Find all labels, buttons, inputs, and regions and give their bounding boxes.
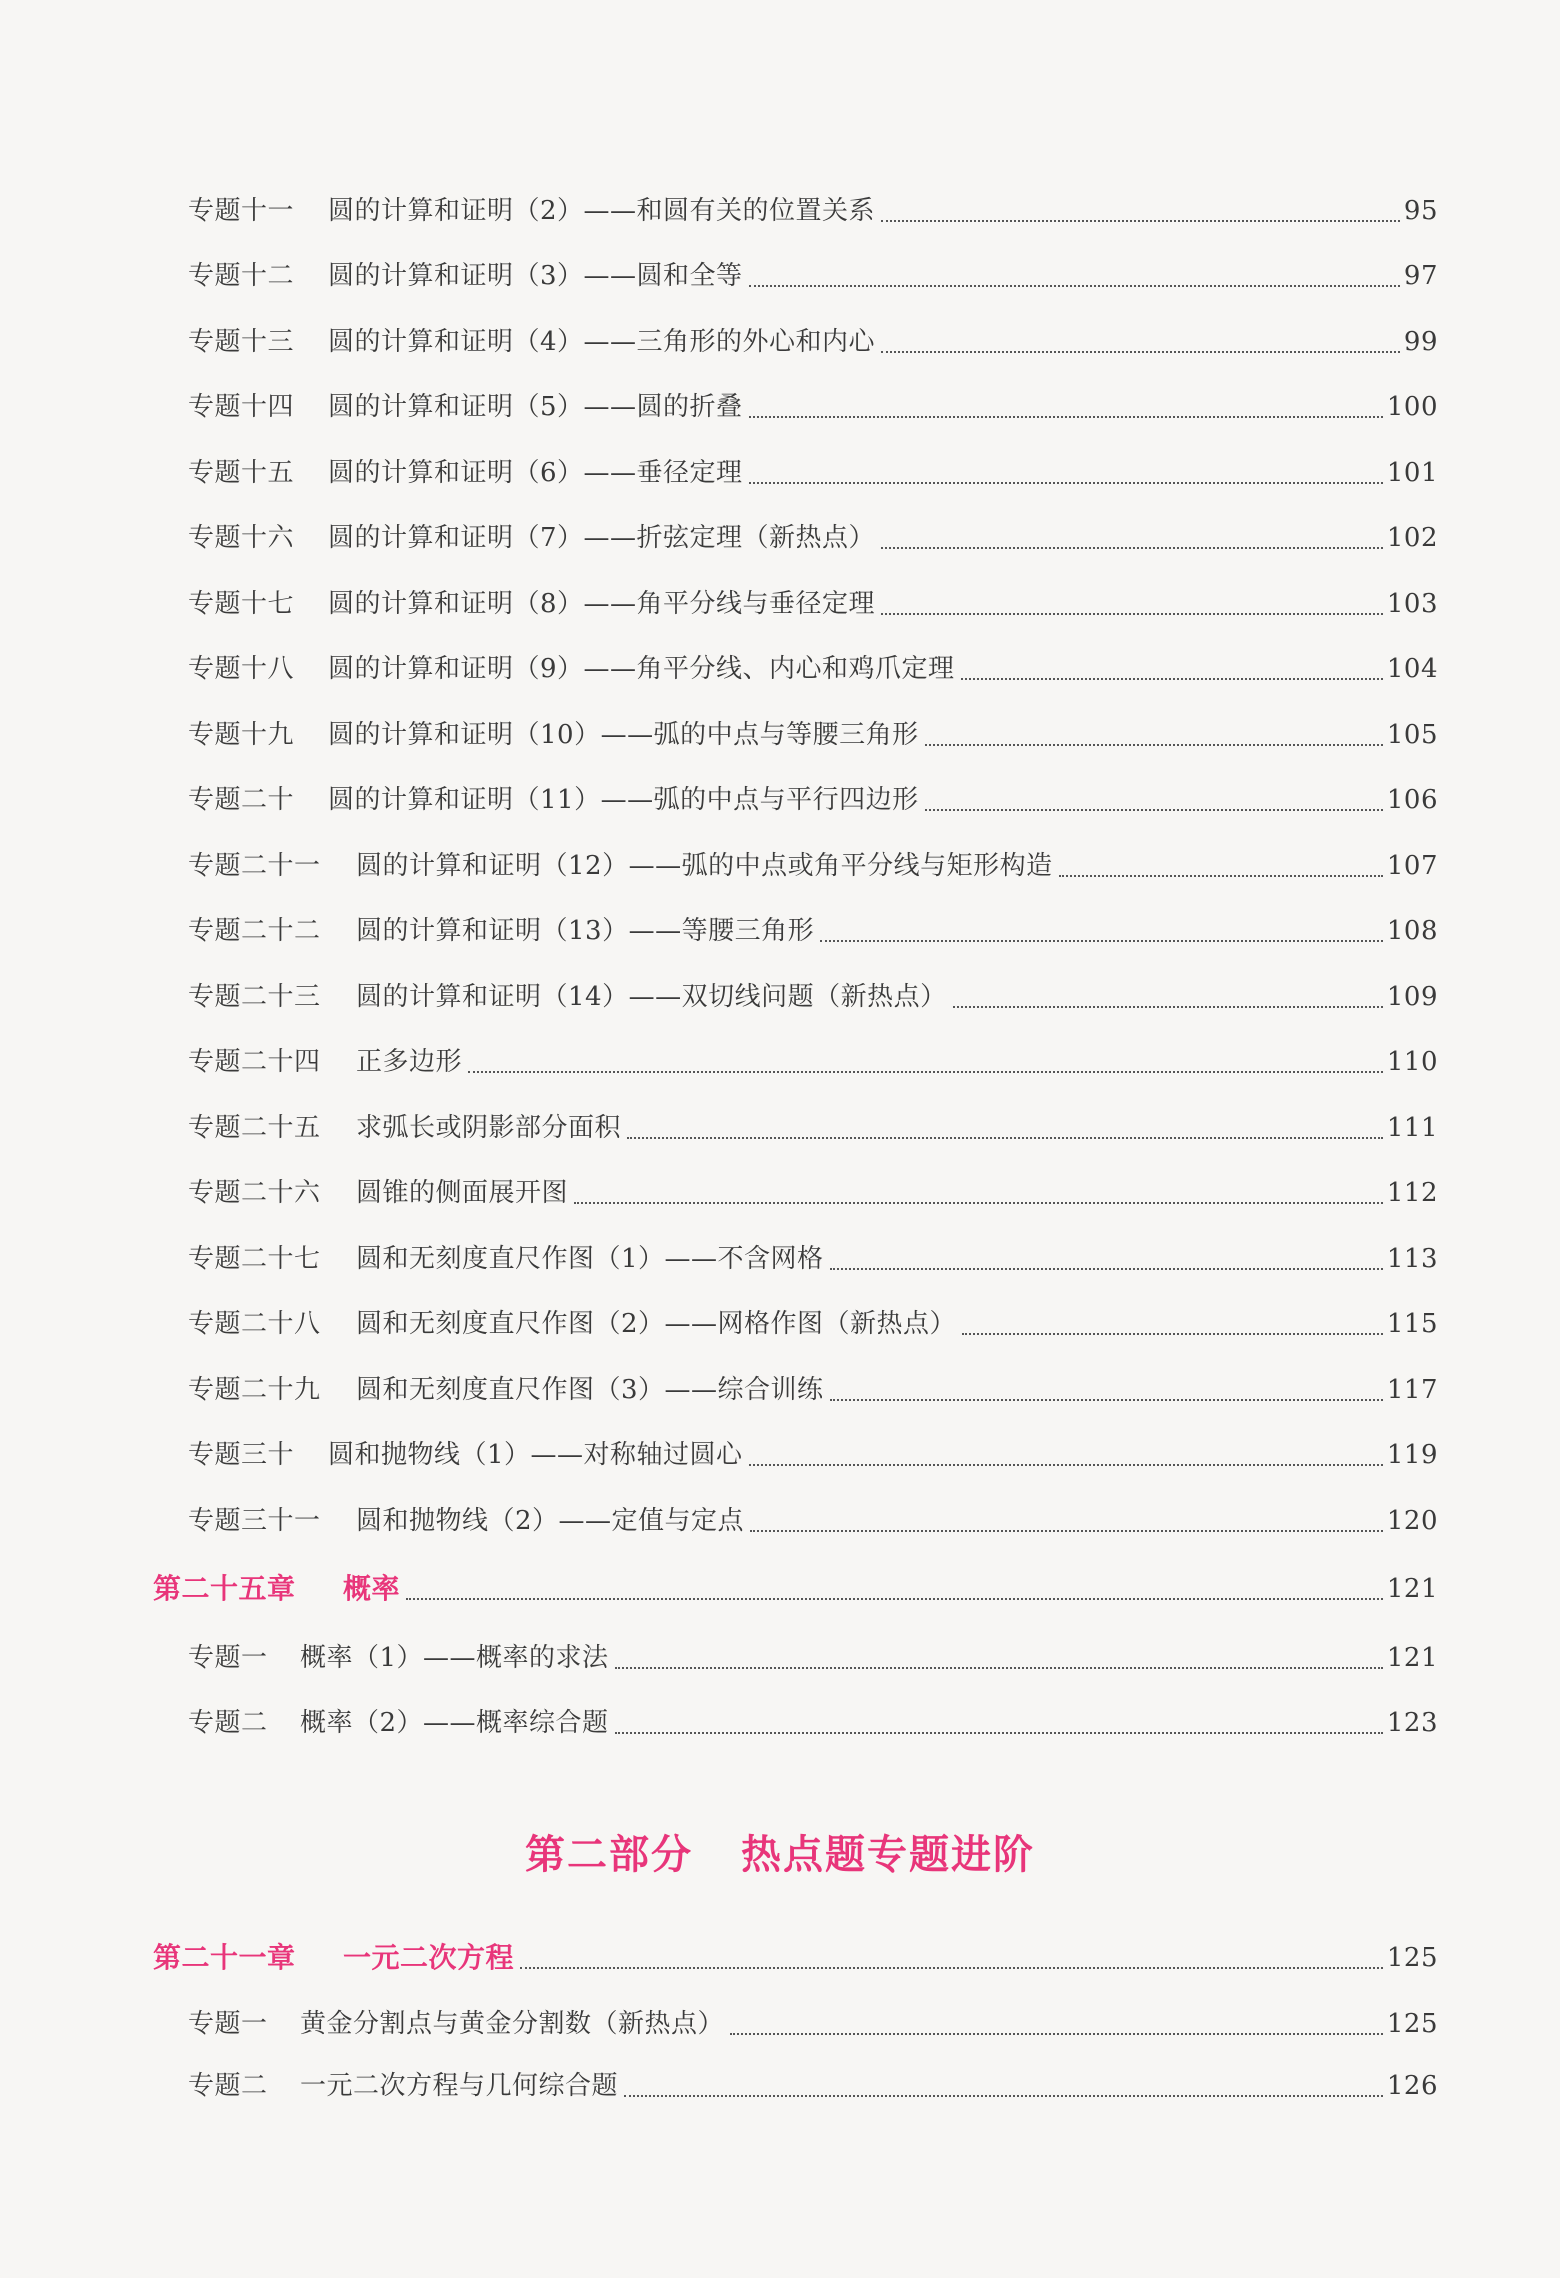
topic-number: 专题十七 — [188, 589, 295, 619]
page-number: 115 — [1386, 1309, 1438, 1339]
topic-number: 专题十五 — [188, 458, 295, 488]
topic-title: 概率（2）——概率综合题 — [300, 1708, 609, 1738]
dot-leader — [615, 1732, 1383, 1734]
page-number: 104 — [1386, 654, 1438, 684]
page-number: 125 — [1386, 2009, 1438, 2039]
dot-leader — [624, 2095, 1383, 2097]
dot-leader — [830, 1399, 1383, 1401]
page-number: 120 — [1386, 1506, 1438, 1536]
dot-leader — [881, 220, 1400, 222]
topic-title: 圆和抛物线（1）——对称轴过圆心 — [328, 1440, 743, 1470]
dot-leader — [520, 1967, 1383, 1969]
toc-row — [188, 187, 1438, 235]
dot-leader — [749, 1464, 1383, 1466]
dot-leader — [953, 1006, 1383, 1008]
topic-number: 专题一 — [188, 2009, 268, 2039]
toc-row — [188, 1431, 1438, 1479]
chapter-title: 一元二次方程 — [343, 1941, 515, 1974]
topic-title: 圆的计算和证明（9）——角平分线、内心和鸡爪定理 — [328, 654, 955, 684]
toc-row — [188, 711, 1438, 759]
dot-leader — [749, 285, 1400, 287]
page-number: 119 — [1386, 1440, 1438, 1470]
dot-leader — [468, 1071, 1383, 1073]
page-number: 97 — [1403, 261, 1438, 291]
page-number: 125 — [1386, 1943, 1438, 1973]
topic-title: 圆锥的侧面展开图 — [356, 1178, 569, 1208]
topic-title: 圆的计算和证明（14）——双切线问题（新热点） — [356, 982, 947, 1012]
topic-number: 专题一 — [188, 1643, 268, 1673]
topic-number: 专题二十 — [188, 785, 295, 815]
toc-row — [188, 1699, 1438, 1747]
page-number: 106 — [1386, 785, 1438, 815]
part-label: 第二部分 — [525, 1832, 693, 1878]
topic-title: 圆的计算和证明（3）——圆和全等 — [328, 261, 743, 291]
page-number: 113 — [1386, 1244, 1438, 1274]
chapter-title: 概率 — [343, 1572, 401, 1605]
topic-title: 圆的计算和证明（13）——等腰三角形 — [356, 916, 815, 946]
dot-leader — [881, 547, 1383, 549]
topic-title: 一元二次方程与几何综合题 — [300, 2071, 619, 2101]
dot-leader — [750, 1530, 1383, 1532]
topic-title: 圆的计算和证明（4）——三角形的外心和内心 — [328, 327, 876, 357]
page-number: 117 — [1386, 1375, 1438, 1405]
page-number: 103 — [1386, 589, 1438, 619]
toc-row — [188, 1104, 1438, 1152]
topic-number: 专题二 — [188, 1708, 268, 1738]
dot-leader — [1059, 875, 1383, 877]
page-number: 107 — [1386, 851, 1438, 881]
chapter-number: 第二十五章 — [153, 1572, 296, 1605]
topic-number: 专题二十一 — [188, 851, 321, 881]
topic-title: 求弧长或阴影部分面积 — [356, 1113, 622, 1143]
topic-number: 专题十八 — [188, 654, 295, 684]
toc-row — [188, 842, 1438, 890]
topic-number: 专题三十 — [188, 1440, 295, 1470]
dot-leader — [961, 678, 1383, 680]
topic-title: 圆的计算和证明（5）——圆的折叠 — [328, 392, 743, 422]
topic-number: 专题十一 — [188, 196, 295, 226]
toc-row — [188, 645, 1438, 693]
chapter-number: 第二十一章 — [153, 1941, 296, 1974]
topic-number: 专题十六 — [188, 523, 295, 553]
dot-leader — [820, 940, 1383, 942]
topic-number: 专题二十六 — [188, 1178, 321, 1208]
topic-title: 圆的计算和证明（2）——和圆有关的位置关系 — [328, 196, 876, 226]
chapter-row — [153, 1565, 1438, 1613]
toc-row — [188, 1300, 1438, 1348]
page-number: 121 — [1386, 1643, 1438, 1673]
toc-row — [188, 1634, 1438, 1682]
toc-row — [188, 514, 1438, 562]
topic-title: 圆的计算和证明（8）——角平分线与垂径定理 — [328, 589, 876, 619]
dot-leader — [749, 482, 1383, 484]
dot-leader — [925, 809, 1383, 811]
page-number: 100 — [1386, 392, 1438, 422]
dot-leader — [615, 1667, 1383, 1669]
page-number: 95 — [1403, 196, 1438, 226]
page-number: 102 — [1386, 523, 1438, 553]
dot-leader — [574, 1202, 1383, 1204]
topic-number: 专题二十五 — [188, 1113, 321, 1143]
topic-number: 专题十九 — [188, 720, 295, 750]
topic-title: 圆和无刻度直尺作图（1）——不含网格 — [356, 1244, 824, 1274]
dot-leader — [925, 744, 1383, 746]
topic-title: 圆的计算和证明（11）——弧的中点与平行四边形 — [328, 785, 919, 815]
toc-row — [188, 1366, 1438, 1414]
page-number: 111 — [1386, 1113, 1438, 1143]
toc-row — [188, 2000, 1438, 2048]
page-number: 105 — [1386, 720, 1438, 750]
topic-title: 圆的计算和证明（6）——垂径定理 — [328, 458, 743, 488]
topic-number: 专题十四 — [188, 392, 295, 422]
topic-number: 专题十二 — [188, 261, 295, 291]
toc-row — [188, 776, 1438, 824]
page-number: 126 — [1386, 2071, 1438, 2101]
toc-row — [188, 1169, 1438, 1217]
topic-number: 专题二十四 — [188, 1047, 321, 1077]
part-title-text: 热点题专题进阶 — [741, 1832, 1035, 1878]
toc-row — [188, 449, 1438, 497]
topic-number: 专题二十七 — [188, 1244, 321, 1274]
topic-number: 专题十三 — [188, 327, 295, 357]
page-number: 108 — [1386, 916, 1438, 946]
dot-leader — [881, 613, 1383, 615]
topic-title: 黄金分割点与黄金分割数（新热点） — [300, 2009, 725, 2039]
dot-leader — [730, 2033, 1383, 2035]
page-number: 99 — [1403, 327, 1438, 357]
toc-row — [188, 907, 1438, 955]
page-number: 110 — [1386, 1047, 1438, 1077]
topic-title: 圆的计算和证明（12）——弧的中点或角平分线与矩形构造 — [356, 851, 1053, 881]
topic-number: 专题二十九 — [188, 1375, 321, 1405]
chapter-row — [153, 1934, 1438, 1982]
dot-leader — [627, 1137, 1383, 1139]
toc-row — [188, 383, 1438, 431]
page-number: 112 — [1386, 1178, 1438, 1208]
toc-row — [188, 252, 1438, 300]
page-number: 109 — [1386, 982, 1438, 1012]
topic-title: 圆和抛物线（2）——定值与定点 — [356, 1506, 745, 1536]
toc-row — [188, 1235, 1438, 1283]
toc-row — [188, 580, 1438, 628]
topic-title: 圆的计算和证明（7）——折弦定理（新热点） — [328, 523, 876, 553]
dot-leader — [406, 1598, 1383, 1600]
dot-leader — [749, 416, 1383, 418]
toc-row — [188, 1038, 1438, 1086]
topic-number: 专题二十二 — [188, 916, 321, 946]
toc-row — [188, 1497, 1438, 1545]
topic-number: 专题二 — [188, 2071, 268, 2101]
topic-number: 专题二十三 — [188, 982, 321, 1012]
part-heading — [0, 1823, 1560, 1880]
topic-title: 圆的计算和证明（10）——弧的中点与等腰三角形 — [328, 720, 919, 750]
toc-row — [188, 2062, 1438, 2110]
topic-number: 专题二十八 — [188, 1309, 321, 1339]
topic-title: 正多边形 — [356, 1047, 463, 1077]
dot-leader — [962, 1333, 1383, 1335]
page-number: 101 — [1386, 458, 1438, 488]
dot-leader — [830, 1268, 1383, 1270]
topic-title: 圆和无刻度直尺作图（3）——综合训练 — [356, 1375, 824, 1405]
dot-leader — [881, 351, 1400, 353]
toc-row — [188, 318, 1438, 366]
topic-number: 专题三十一 — [188, 1506, 321, 1536]
toc-row — [188, 973, 1438, 1021]
topic-title: 圆和无刻度直尺作图（2）——网格作图（新热点） — [356, 1309, 957, 1339]
page-number: 123 — [1386, 1708, 1438, 1738]
topic-title: 概率（1）——概率的求法 — [300, 1643, 609, 1673]
page-number: 121 — [1386, 1574, 1438, 1604]
